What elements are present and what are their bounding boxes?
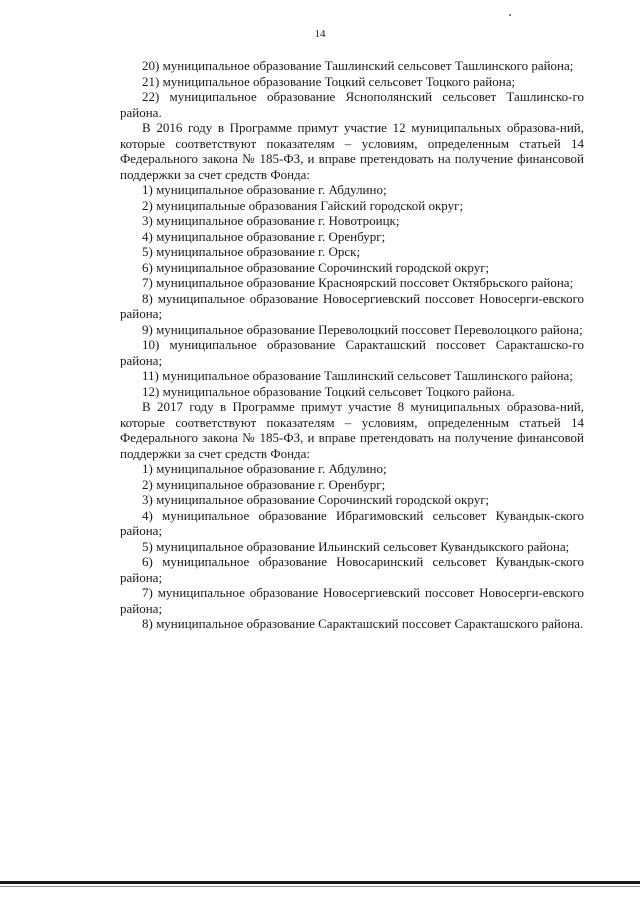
paragraph: 4) муниципальное образование г. Оренбург; bbox=[142, 228, 386, 244]
paragraph: 21) муниципальное образование Тоцкий сельсовет Тоцкого района; bbox=[142, 73, 516, 89]
paragraph: 1) муниципальное образование г. Абдулино; bbox=[142, 461, 387, 476]
scan-bottom-edge-shadow bbox=[0, 886, 640, 887]
page-number: 14 bbox=[314, 28, 326, 40]
paragraph: 6) муниципальное образование Сорочинский городской округ; bbox=[142, 259, 490, 275]
paragraph: 4) муниципальное образование Ибрагимовский сельсовет Кувандык-ского района; bbox=[120, 507, 584, 538]
paragraph: 1) муниципальное образование г. Абдулино; bbox=[142, 182, 387, 197]
scan-speck bbox=[509, 14, 511, 16]
paragraph: 8) муниципальное образование Саракташский поссовет Саракташского района. bbox=[142, 616, 584, 631]
paragraph: 5) муниципальное образование г. Орск; bbox=[142, 244, 361, 259]
paragraph: 3) муниципальное образование Сорочинский городской округ; bbox=[142, 492, 490, 507]
paragraph: 6) муниципальное образование Новосаринский сельсовет Кувандык-ского района; bbox=[120, 554, 584, 585]
paragraph: 5) муниципальное образование Ильинский сельсовет Кувандыкского района; bbox=[142, 538, 570, 554]
paragraph: 22) муниципальное образование Яснополянский сельсовет Ташлинско-го района. bbox=[120, 89, 584, 120]
paragraph: 11) муниципальное образование Ташлинский сельсовет Ташлинского района; bbox=[142, 368, 573, 383]
paragraph: В 2017 году в Программе примут участие 8 муниципальных образова-ний, которые соответствуют показателям – условиям, определенным статьей 14 Федерального закона № 185-ФЗ, и вправе претендовать на получение финансовой поддержки за счет средств Фонда: bbox=[120, 399, 584, 461]
scan-bottom-edge bbox=[0, 881, 640, 884]
paragraph: 10) муниципальное образование Саракташский поссовет Саракташско-го района; bbox=[120, 337, 584, 368]
paragraph: 3) муниципальное образование г. Новотроицк; bbox=[142, 213, 400, 228]
paragraph: 7) муниципальное образование Красноярский поссовет Октябрьского района; bbox=[142, 275, 574, 290]
paragraph: 20) муниципальное образование Ташлинский сельсовет Ташлинского района; bbox=[142, 58, 574, 73]
paragraph: 12) муниципальное образование Тоцкий сельсовет Тоцкого района. bbox=[142, 383, 515, 399]
paragraph: 9) муниципальное образование Переволоцкий поссовет Переволоцкого района; bbox=[142, 321, 583, 337]
paragraph: 2) муниципальные образования Гайский городской округ; bbox=[142, 197, 464, 213]
paragraph: 8) муниципальное образование Новосергиевский поссовет Новосерги-евского района; bbox=[120, 290, 584, 321]
paragraph: 7) муниципальное образование Новосергиевский поссовет Новосерги-евского района; bbox=[120, 585, 584, 616]
document-body bbox=[120, 58, 584, 632]
paragraph: 2) муниципальное образование г. Оренбург; bbox=[142, 476, 386, 492]
paragraph: В 2016 году в Программе примут участие 12 муниципальных образова-ний, которые соответствуют показателям – условиям, определенным статьей 14 Федерального закона № 185-ФЗ, и вправе претендовать на получение финансовой поддержки за счет средств Фонда: bbox=[120, 120, 584, 182]
